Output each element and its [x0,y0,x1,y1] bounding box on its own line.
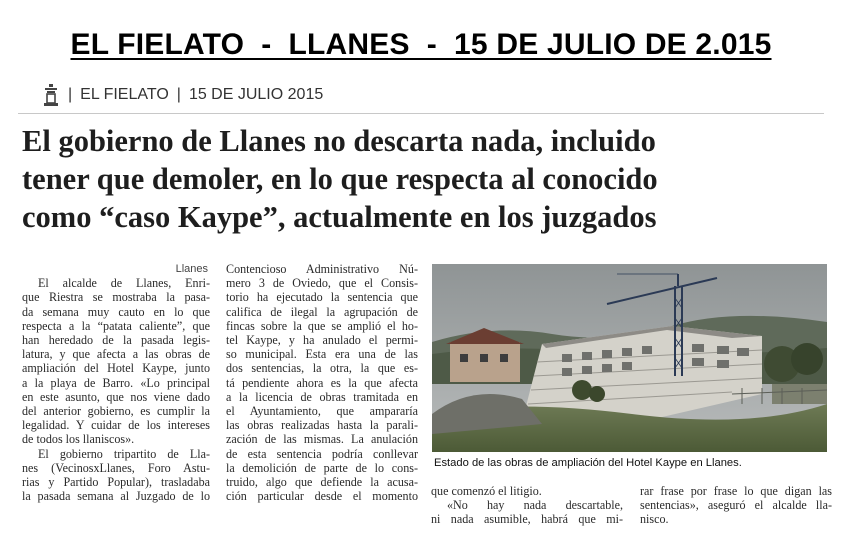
article-photo [432,264,827,452]
text-line: El gobierno tripartito de Lla- [38,446,210,461]
page-banner [0,28,842,62]
text-line: en este asunto, que nos viene dado [22,389,210,404]
text-line: ción particular desde el momento [226,489,418,504]
text-line: tá pendiente ahora es la que afecta [226,375,418,390]
byline: Llanes [175,263,208,275]
text-line: mero 3 de Oviedo, que el Consis- [226,276,418,291]
text-line: ampliación del Hotel Kaype, junto [22,361,210,376]
text-line: que Riestra se mostraba la pasa- [22,290,210,305]
text-line: ni nada asumible, habrá que mi- [431,512,623,527]
text-line: del anterior gobierno, es cumplir la [22,404,210,419]
text-line: rar frase por frase lo que digan las [640,484,832,498]
hotel-construction-photo [432,264,827,452]
text-line: nes (VecinosxLlanes, Foro Astu- [22,460,210,475]
lighthouse-logo-icon [42,83,60,107]
text-line: tel Kaype, y ha anulado el permi- [226,333,418,348]
text-line: El alcalde de Llanes, Enri- [38,276,210,291]
header-divider [18,113,824,114]
text-line: el Ayuntamiento, que ampararía [226,404,418,419]
text-line: legalidad. Y cuidar de los intereses [22,418,210,433]
headline-line: El gobierno de Llanes no descarta nada, incluido [22,124,656,158]
text-line: han heredado de la pasada legis- [22,333,210,348]
article-column-2 [226,262,418,503]
article-column-3 [431,484,623,527]
text-line: las obras realizadas hasta la parali- [226,418,418,433]
text-line: califica de ilegal la agrupación de [226,304,418,319]
text-line: Contencioso Administrativo Nú- [226,262,418,276]
text-line: torio ha ejecutado la sentencia que [226,290,418,305]
section-separator: | [176,86,181,103]
article-column-1 [22,262,210,503]
section-date: 15 DE JULIO 2015 [188,86,324,103]
headline-line: tener que demoler, en lo que respecta al conocido [22,162,658,196]
section-bar [42,82,323,108]
text-line: nisco. [640,512,669,527]
text-line: zación de las mismas. La anulación [226,432,418,447]
text-line: de todos los llaniscos». [22,432,135,447]
text-line: truido, algo que defiende la acusa- [226,475,418,490]
section-separator: | [68,86,73,103]
article-headline [22,122,822,236]
text-line: que comenzó el litigio. [431,484,542,498]
banner-title: EL FIELATO - LLANES - 15 DE JULIO DE 2.015 [70,28,772,61]
text-line: «No hay nada descartable, [447,498,623,513]
article-column-4 [640,484,832,527]
text-line: a la playa de Barro. «Lo principal [22,375,210,390]
text-line: da semana muy cauto en lo que [22,304,210,319]
text-line: dos sentencias, la otra, la que es- [226,361,418,376]
photo-caption: Estado de las obras de ampliación del Hotel Kaype en Llanes. [434,457,742,469]
text-line: latura, y que afecta a las obras de [22,347,210,362]
text-line: la demolición de parte de lo cons- [226,460,418,475]
text-line: respecta a la “patata caliente”, que [22,318,210,333]
text-line: fincas sobre la que se amplió el ho- [226,318,418,333]
headline-line: como “caso Kaype”, actualmente en los juzgados [22,200,657,234]
text-line: so municipal. Esta era una de las [226,347,418,362]
text-line: a la licencia de obras tramitada en [226,389,418,404]
text-line: rias y Partido Popular), trasladaba [22,475,210,490]
section-source: EL FIELATO [80,86,169,103]
text-line: sentencias», aseguró el alcalde lla- [640,498,832,513]
text-line: de esta sentencia podría conllevar [226,446,418,461]
text-line: la pasada semana al Juzgado de lo [22,489,210,504]
